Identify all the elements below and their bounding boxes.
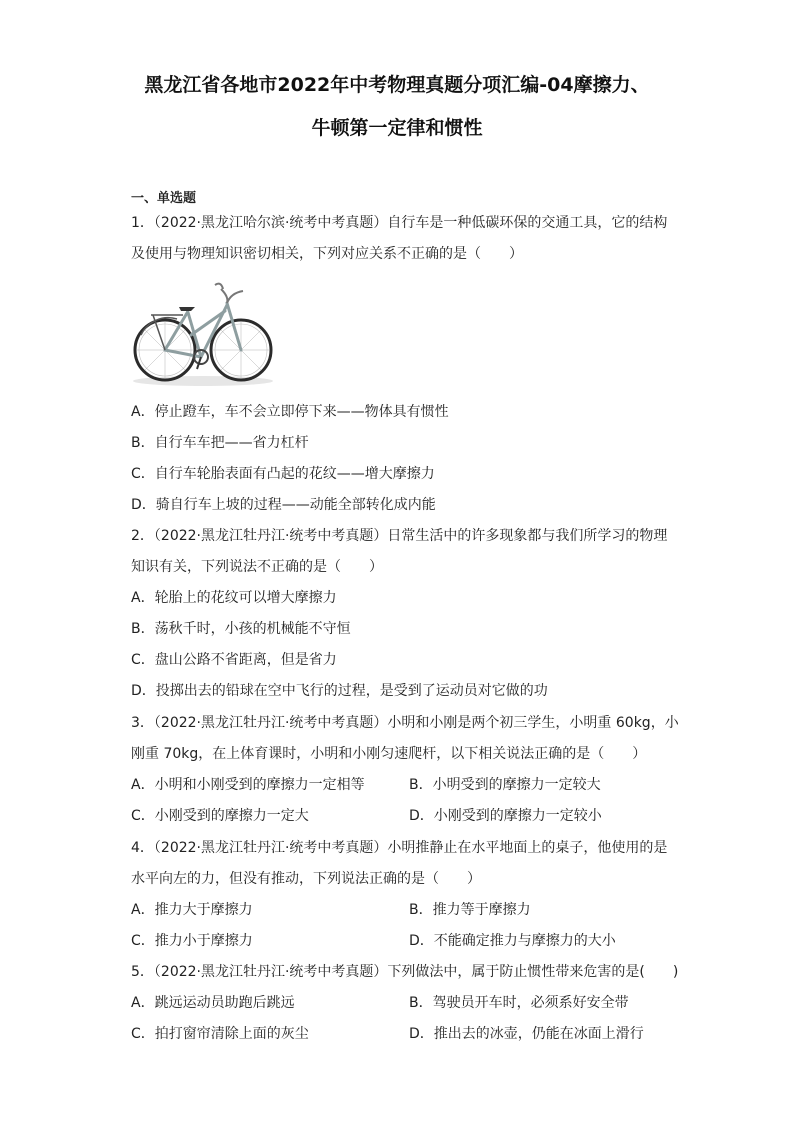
q5-option-b: B．驾驶员开车时，必须系好安全带	[409, 995, 629, 1011]
q2-option-a: A．轮胎上的花纹可以增大摩擦力	[131, 590, 337, 606]
q3-option-c: C．小刚受到的摩擦力一定大	[131, 808, 309, 824]
bicycle-image	[131, 277, 275, 387]
q4-option-c: C．推力小于摩擦力	[131, 933, 253, 949]
q4-option-b: B．推力等于摩擦力	[409, 902, 531, 918]
q5-option-c: C．拍打窗帘清除上面的灰尘	[131, 1026, 309, 1042]
q1-option-d: D．骑自行车上坡的过程——动能全部转化成内能	[131, 497, 436, 513]
q4-option-a: A．推力大于摩擦力	[131, 902, 253, 918]
q2-option-c: C．盘山公路不省距离，但是省力	[131, 652, 337, 668]
q1-option-a: A．停止蹬车，车不会立即停下来——物体具有惯性	[131, 404, 449, 420]
q3-option-d: D．小刚受到的摩擦力一定较小	[409, 808, 602, 824]
q4-option-d: D．不能确定推力与摩擦力的大小	[409, 933, 616, 949]
q1-option-b: B．自行车车把——省力杠杆	[131, 435, 309, 451]
q2-option-d: D．投掷出去的铅球在空中飞行的过程，是受到了运动员对它做的功	[131, 683, 548, 699]
q5-stem-line-1: 5．（2022·黑龙江牡丹江·统考中考真题）下列做法中，属于防止惯性带来危害的是( )	[131, 964, 679, 980]
q2-stem-line-1: 2．（2022·黑龙江牡丹江·统考中考真题）日常生活中的许多现象都与我们所学习的物理	[131, 528, 668, 544]
q2-option-b: B．荡秋千时，小孩的机械能不守恒	[131, 621, 351, 637]
q3-option-b: B．小明受到的摩擦力一定较大	[409, 777, 601, 793]
q3-option-a: A．小明和小刚受到的摩擦力一定相等	[131, 777, 365, 793]
q1-stem-line-2: 及使用与物理知识密切相关，下列对应关系不正确的是（ ）	[131, 246, 523, 262]
document-title-line-1: 黑龙江省各地市2022年中考物理真题分项汇编-04摩擦力、	[144, 74, 650, 96]
q2-stem-line-2: 知识有关，下列说法不正确的是（ ）	[131, 559, 383, 575]
document-title-line-2: 牛顿第一定律和惯性	[311, 117, 483, 139]
q3-stem-line-2: 刚重 70kg，在上体育课时，小明和小刚匀速爬杆，以下相关说法正确的是（ ）	[131, 746, 647, 762]
q5-option-a: A．跳远运动员助跑后跳远	[131, 995, 295, 1011]
q1-option-c: C．自行车轮胎表面有凸起的花纹——增大摩擦力	[131, 466, 435, 482]
q4-stem-line-2: 水平向左的力，但没有推动，下列说法正确的是（ ）	[131, 871, 481, 887]
q4-stem-line-1: 4．（2022·黑龙江牡丹江·统考中考真题）小明推静止在水平地面上的桌子，他使用的是	[131, 840, 668, 856]
q5-option-d: D．推出去的冰壶，仍能在冰面上滑行	[409, 1026, 644, 1042]
section-heading: 一、单选题	[131, 191, 197, 206]
q3-stem-line-1: 3．（2022·黑龙江牡丹江·统考中考真题）小明和小刚是两个初三学生，小明重 60kg，小	[131, 715, 679, 731]
q1-stem-line-1: 1．（2022·黑龙江哈尔滨·统考中考真题）自行车是一种低碳环保的交通工具，它的结构	[131, 215, 668, 231]
